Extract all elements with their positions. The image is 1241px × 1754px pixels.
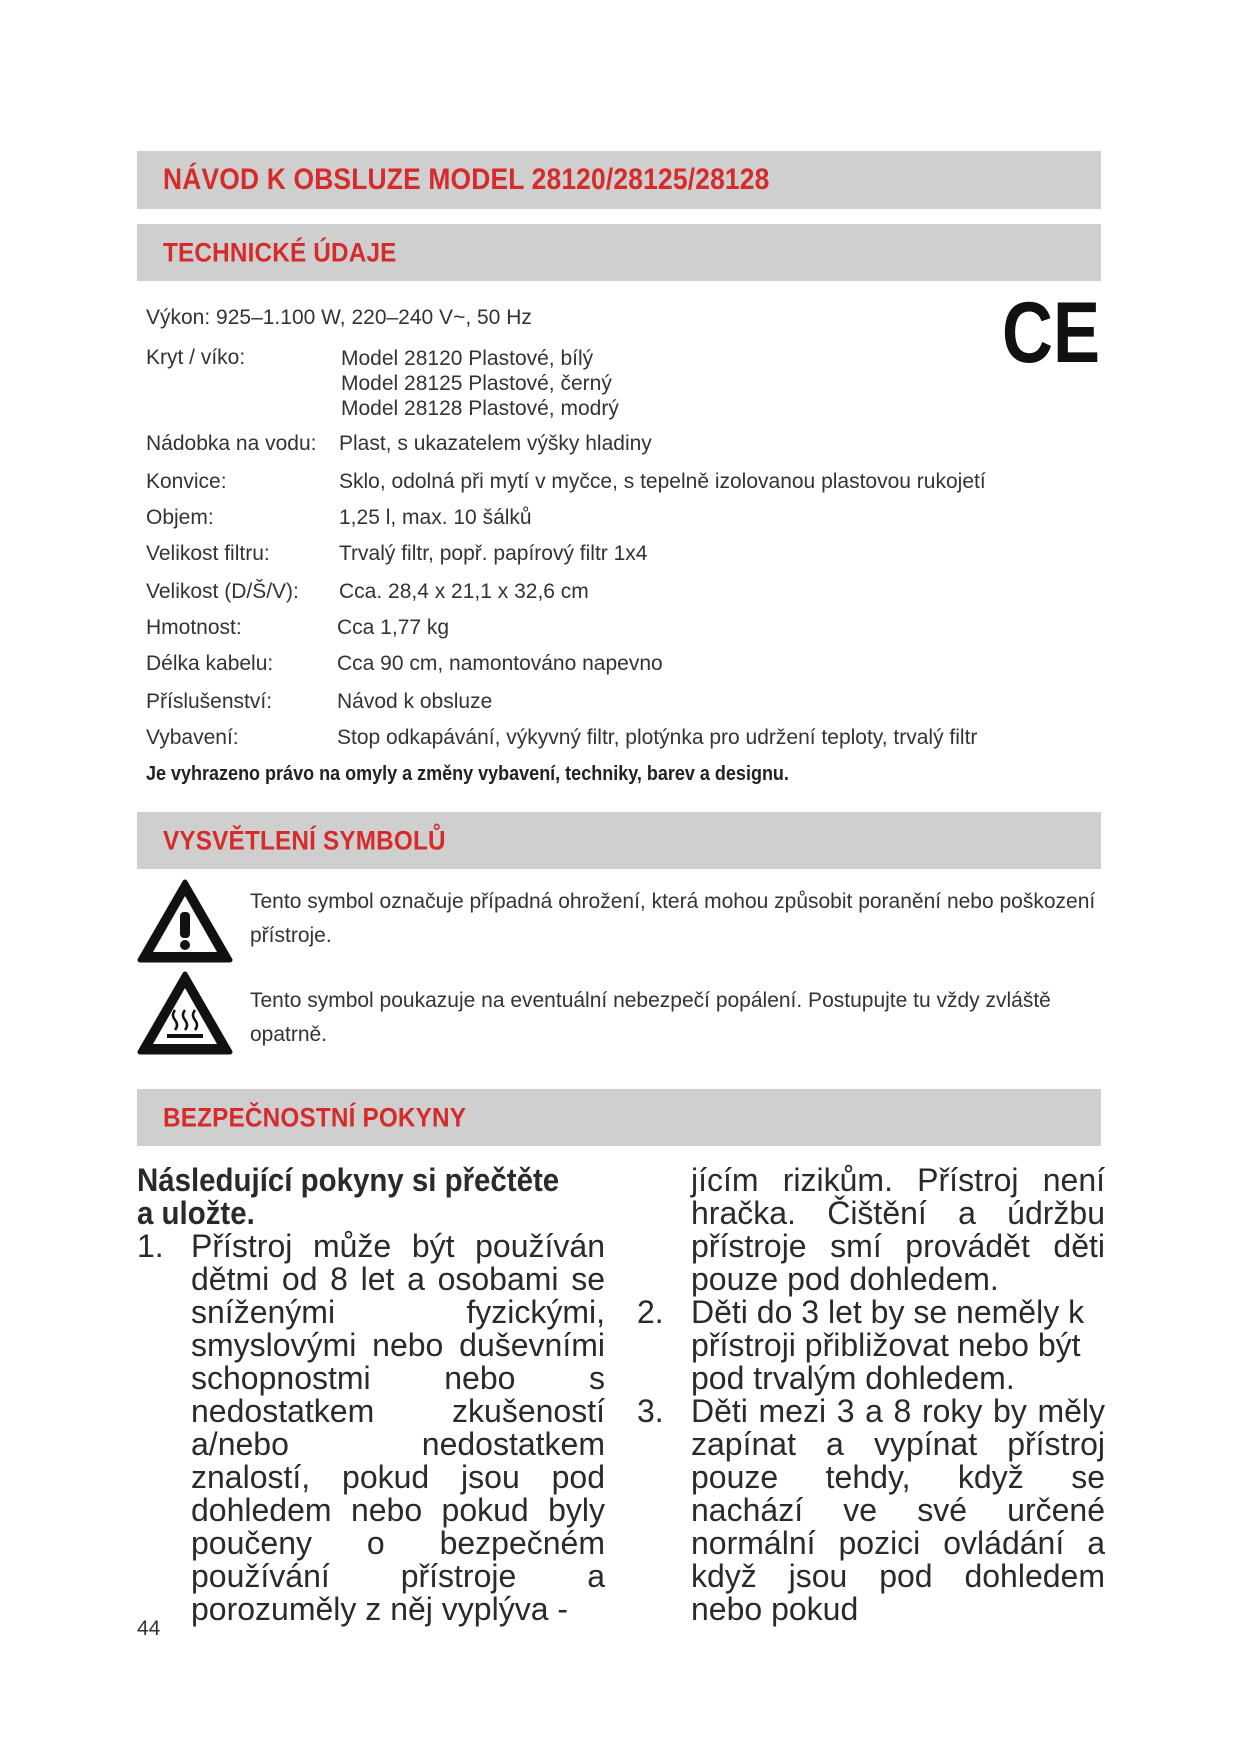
safety-item-3 — [637, 1395, 1105, 1626]
cable-value: Cca 90 cm, namontováno napevno — [337, 652, 663, 675]
safety-item-2-number: 2. — [637, 1294, 664, 1330]
page-number: 44 — [137, 1617, 161, 1640]
title-bar — [137, 151, 1101, 209]
technical-data-heading: TECHNICKÉ ÚDAJE — [163, 237, 397, 267]
jug-value: Sklo, odolná při mytí v myčce, s tepelně izolovanou plastovou rukojetí — [339, 470, 986, 493]
safety-bar — [137, 1089, 1101, 1146]
accessories-value: Návod k obsluze — [337, 690, 493, 713]
symbols-heading: VYSVĚTLENÍ SYMBOLŮ — [163, 825, 446, 855]
housing-value-2: Model 28125 Plastové, černý — [341, 372, 612, 395]
safety-item-3-text: Děti mezi 3 a 8 roky by měly zapínat a vypínat přístroj pouze tehdy, když se nachází ve své určené normální pozici ovládání a když jsou pod dohledem nebo pokud — [691, 1393, 1105, 1627]
size-value: Cca. 28,4 x 21,1 x 32,6 cm — [339, 580, 589, 603]
cable-label: Délka kabelu: — [146, 652, 274, 675]
filter-label: Velikost filtru: — [146, 542, 270, 565]
equipment-label: Vybavení: — [146, 726, 239, 749]
housing-value-1: Model 28120 Plastové, bílý — [341, 347, 594, 370]
safety-item-3-number: 3. — [637, 1393, 664, 1429]
warning-triangle-icon — [137, 878, 233, 964]
housing-value-3: Model 28128 Plastové, modrý — [341, 397, 619, 420]
volume-value: 1,25 l, max. 10 šálků — [339, 506, 532, 529]
weight-value: Cca 1,77 kg — [337, 616, 450, 639]
hot-surface-icon — [137, 970, 233, 1056]
equipment-value: Stop odkapávání, výkyvný filtr, plotýnka pro udržení teploty, trvalý filtr — [337, 726, 978, 749]
accessories-label: Příslušenství: — [146, 690, 273, 713]
safety-heading: BEZPEČNOSTNÍ POKYNY — [163, 1102, 467, 1132]
ce-mark-text: CE — [1002, 285, 1100, 381]
safety-item-1-text: Přístroj může být používán dětmi od 8 let a osobami se sníženými fyzickými, smyslovými nebo duševními schopnostmi nebo s nedostatkem zkušeností a/nebo nedostatkem znalostí, pokud jsou pod dohledem nebo pokud byly poučeny o bezpečném používání přístroje a porozuměly z něj vyplýva - — [191, 1228, 605, 1627]
safety-item-1-number: 1. — [137, 1228, 164, 1264]
tank-label: Nádobka na vodu: — [146, 432, 317, 455]
technical-data-bar — [137, 224, 1101, 281]
volume-label: Objem: — [146, 506, 214, 529]
symbols-bar — [137, 812, 1101, 869]
safety-item-1 — [137, 1230, 605, 1626]
ce-mark-icon — [1002, 285, 1100, 381]
filter-value: Trvalý filtr, popř. papírový filtr 1x4 — [339, 542, 648, 565]
safety-item-1-continued: jícím rizikům. Přístroj není hračka. Čištění a údržbu přístroje smí provádět děti pouze pod dohledem. — [691, 1162, 1105, 1297]
power-spec: Výkon: 925–1.100 W, 220–240 V~, 50 Hz — [146, 306, 532, 329]
safety-column-right — [637, 1164, 1105, 1626]
disclaimer-note: Je vyhrazeno právo na omyly a změny vybavení, techniky, barev a designu. — [146, 763, 789, 785]
weight-label: Hmotnost: — [146, 616, 242, 639]
safety-item-2 — [637, 1296, 1105, 1395]
document-title: NÁVOD K OBSLUZE MODEL 28120/28125/28128 — [163, 163, 770, 196]
safety-lead: Následující pokyny si přečtěte a uložte. — [137, 1162, 560, 1231]
tank-value: Plast, s ukazatelem výšky hladiny — [339, 432, 652, 455]
housing-label: Kryt / víko: — [146, 346, 246, 369]
size-label: Velikost (D/Š/V): — [146, 580, 299, 603]
warning-symbol-text: Tento symbol označuje případná ohrožení, která mohou způsobit poranění nebo poškození přístroje. — [250, 890, 1096, 947]
safety-item-2-text: Děti do 3 let by se neměly k přístroji přibližovat nebo být pod trvalým dohledem. — [691, 1294, 1085, 1396]
hot-symbol-text: Tento symbol poukazuje na eventuální nebezpečí popálení. Postupujte tu vždy zvláště opatrně. — [250, 989, 1051, 1046]
safety-column-left — [137, 1164, 605, 1626]
jug-label: Konvice: — [146, 470, 227, 493]
